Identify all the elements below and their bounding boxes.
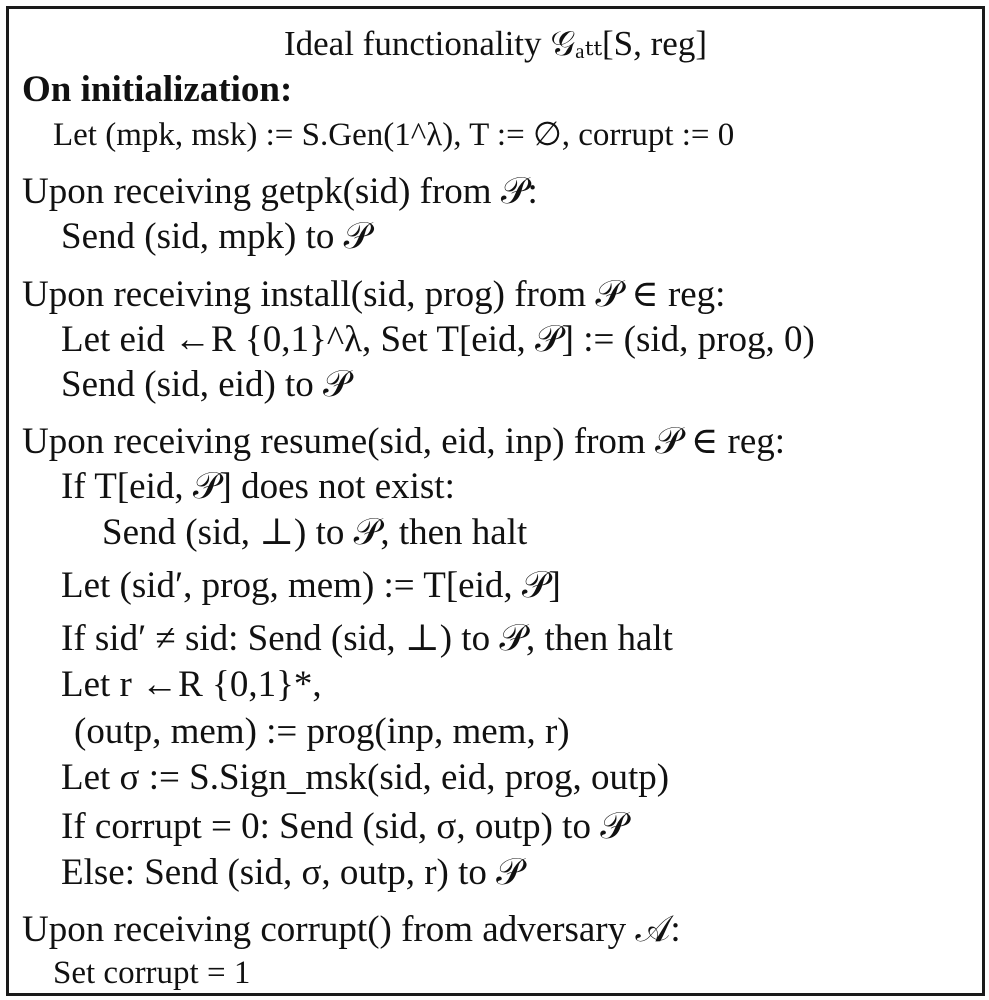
getpk-send-line: Send (sid, mpk) to 𝒫 [61,216,371,257]
functionality-title: Ideal functionality 𝒢ₐₜₜ[S, reg] [283,24,707,63]
install-send-line: Send (sid, eid) to 𝒫 [61,364,350,405]
resume-sign-line: Let σ := S.Sign_msk(sid, eid, prog, outp) [61,757,670,798]
resume-if-sid-line: If sid′ ≠ sid: Send (sid, ⊥) to 𝒫, then halt [61,618,673,659]
block-header-install: Upon receiving install(sid, prog) from 𝒫 ∈ reg: [22,274,726,315]
resume-let-state-line: Let (sid′, prog, mem) := T[eid, 𝒫] [61,565,561,606]
block-header-initialization: On initialization: [22,69,293,110]
resume-else-line: Else: Send (sid, σ, outp, r) to 𝒫 [61,852,523,893]
block-header-corrupt: Upon receiving corrupt() from adversary 𝒜: [22,909,681,950]
resume-if-exists-line: If T[eid, 𝒫] does not exist: [61,466,455,507]
functionality-box [6,6,985,996]
block-header-resume: Upon receiving resume(sid, eid, inp) from 𝒫 ∈ reg: [22,421,786,462]
resume-halt-line: Send (sid, ⊥) to 𝒫, then halt [102,512,528,553]
block-header-getpk: Upon receiving getpk(sid) from 𝒫: [22,171,538,212]
install-let-line: Let eid ←R {0,1}^λ, Set T[eid, 𝒫] := (sid, prog, 0) [61,319,815,360]
resume-let-r-line: Let r ←R {0,1}*, [61,664,322,705]
resume-prog-line: (outp, mem) := prog(inp, mem, r) [74,711,570,752]
corrupt-set-line: Set corrupt = 1 [53,955,251,991]
init-line: Let (mpk, msk) := S.Gen(1^λ), T := ∅, corrupt := 0 [53,117,735,153]
resume-if-corrupt-line: If corrupt = 0: Send (sid, σ, outp) to 𝒫 [61,806,627,847]
